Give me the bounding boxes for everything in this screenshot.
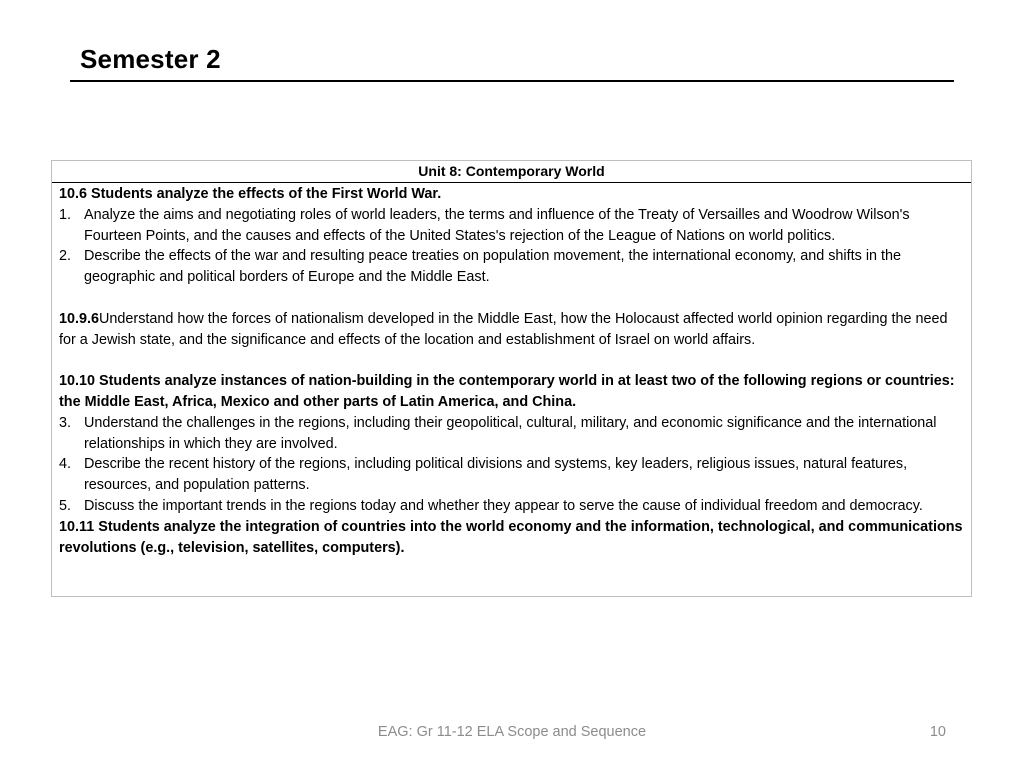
standard-10-9-6: [59, 309, 964, 351]
standards-table: [51, 160, 972, 597]
list-text: Analyze the aims and negotiating roles of world leaders, the terms and influence of the Treaty of Versailles and Woodrow Wilson's Fourteen Points, and the causes and effects of the United States's rejection of the League of Nations on world politics.: [84, 206, 910, 244]
list-text: Discuss the important trends in the regions today and whether they appear to serve the cause of individual freedom and democracy.: [84, 497, 923, 514]
standard-10-6: 10.6 Students analyze the effects of the First World War.: [59, 186, 442, 202]
list-item: [59, 454, 964, 496]
standard-10-11: 10.11 Students analyze the integration of countries into the world economy and the information, technological, and communications revolutions (e.g., television, satellites, computers).: [59, 518, 963, 556]
list-item: [59, 246, 964, 288]
standard-code: 10.9.6: [59, 310, 100, 327]
list-text: Describe the recent history of the regions, including political divisions and systems, key leaders, religious issues, natural features, resources, and population patterns.: [84, 456, 908, 494]
list-number: 3.: [59, 414, 72, 431]
list-text: Describe the effects of the war and resulting peace treaties on population movement, the international economy, and shifts in the geographic and political borders of Europe and the Middle East.: [84, 248, 902, 286]
table-header: Unit 8: Contemporary World: [52, 161, 971, 183]
standard-text: Understand how the forces of nationalism developed in the Middle East, how the Holocaust affected world opinion regarding the need for a Jewish state, and the significance and effects of the location and establishment of Israel on world affairs.: [59, 310, 948, 348]
list-number: 4.: [59, 456, 72, 473]
list-text: Understand the challenges in the regions, including their geopolitical, cultural, military, and economic significance and the international relationships in which they are involved.: [84, 414, 937, 452]
slide-title: Semester 2: [80, 44, 221, 74]
blank-line: [59, 288, 964, 309]
page-number: 10: [929, 724, 946, 740]
list-item: [59, 205, 964, 247]
title-divider: [70, 80, 954, 82]
list-number: 2.: [59, 248, 72, 265]
blank-line: [59, 350, 964, 371]
list-item: [59, 496, 964, 517]
list-number: 1.: [59, 206, 72, 223]
standard-10-10: 10.10 Students analyze instances of nation-building in the contemporary world in at least two of the following regions or countries: the Middle East, Africa, Mexico and other parts of Latin America, and China.: [59, 373, 955, 410]
footer-text: EAG: Gr 11-12 ELA Scope and Sequence: [377, 724, 647, 740]
list-item: [59, 413, 964, 455]
list-number: 5.: [59, 497, 72, 514]
table-body: [52, 183, 971, 558]
